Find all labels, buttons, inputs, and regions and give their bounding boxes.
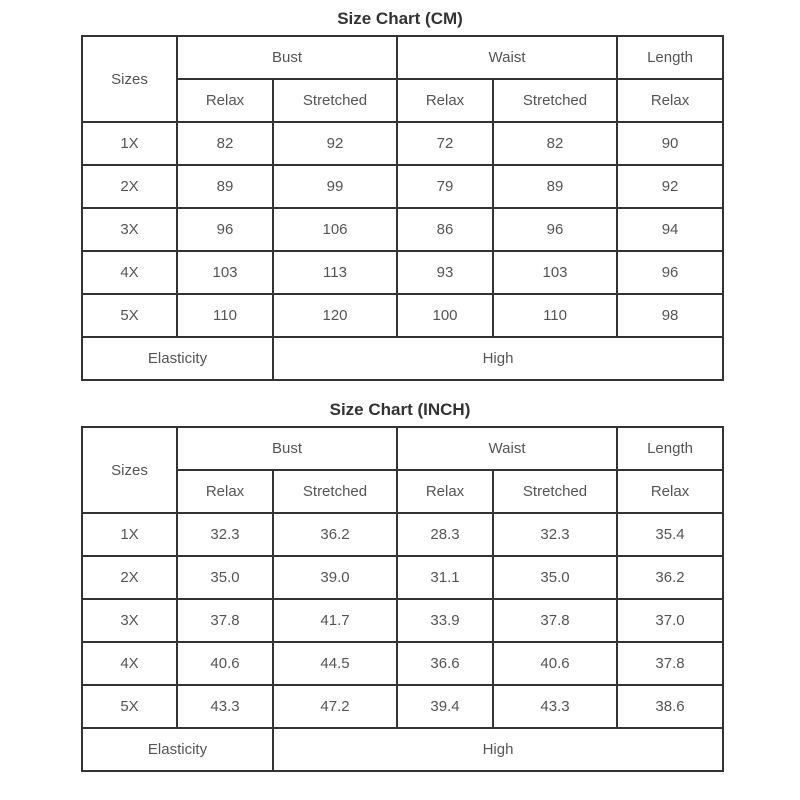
table-cell: 35.4 bbox=[617, 513, 723, 556]
table-cell: 37.8 bbox=[617, 642, 723, 685]
waist-header: Waist bbox=[397, 36, 617, 79]
table-row bbox=[82, 165, 723, 208]
table-cell: 39.0 bbox=[273, 556, 397, 599]
table-cell: 44.5 bbox=[273, 642, 397, 685]
table-row bbox=[82, 122, 723, 165]
bust-header: Bust bbox=[177, 36, 397, 79]
table-cell: 41.7 bbox=[273, 599, 397, 642]
length-relax-header: Relax bbox=[617, 470, 723, 513]
size-cell: 3X bbox=[82, 599, 177, 642]
waist-header: Waist bbox=[397, 427, 617, 470]
table-cell: 120 bbox=[273, 294, 397, 337]
size-cell: 4X bbox=[82, 251, 177, 294]
table-cell: 86 bbox=[397, 208, 493, 251]
table-row bbox=[82, 294, 723, 337]
table-row bbox=[82, 208, 723, 251]
table-subheader-row bbox=[82, 470, 723, 513]
size-chart-title-inch: Size Chart (INCH) bbox=[329, 400, 471, 419]
table-cell: 32.3 bbox=[493, 513, 617, 556]
table-cell: 35.0 bbox=[493, 556, 617, 599]
table-cell: 96 bbox=[177, 208, 273, 251]
size-chart-title-cm: Size Chart (CM) bbox=[337, 9, 463, 28]
table-cell: 100 bbox=[397, 294, 493, 337]
length-relax-header: Relax bbox=[617, 79, 723, 122]
sizes-header: Sizes bbox=[82, 36, 177, 122]
table-cell: 94 bbox=[617, 208, 723, 251]
table-cell: 89 bbox=[493, 165, 617, 208]
table-cell: 37.8 bbox=[493, 599, 617, 642]
size-cell: 5X bbox=[82, 294, 177, 337]
elasticity-row bbox=[82, 337, 723, 380]
table-cell: 103 bbox=[493, 251, 617, 294]
waist-relax-header: Relax bbox=[397, 470, 493, 513]
table-cell: 40.6 bbox=[493, 642, 617, 685]
table-row bbox=[82, 251, 723, 294]
table-cell: 43.3 bbox=[177, 685, 273, 728]
table-row bbox=[82, 513, 723, 556]
table-cell: 96 bbox=[617, 251, 723, 294]
table-cell: 43.3 bbox=[493, 685, 617, 728]
table-cell: 36.6 bbox=[397, 642, 493, 685]
size-chart-table-cm bbox=[81, 35, 724, 381]
length-header: Length bbox=[617, 427, 723, 470]
size-cell: 4X bbox=[82, 642, 177, 685]
waist-stretched-header: Stretched bbox=[493, 79, 617, 122]
table-cell: 39.4 bbox=[397, 685, 493, 728]
table-cell: 72 bbox=[397, 122, 493, 165]
table-cell: 110 bbox=[493, 294, 617, 337]
table-cell: 98 bbox=[617, 294, 723, 337]
bust-header: Bust bbox=[177, 427, 397, 470]
table-cell: 31.1 bbox=[397, 556, 493, 599]
size-chart-table-inch bbox=[81, 426, 724, 772]
sizes-header: Sizes bbox=[82, 427, 177, 513]
table-cell: 89 bbox=[177, 165, 273, 208]
waist-relax-header: Relax bbox=[397, 79, 493, 122]
size-cell: 2X bbox=[82, 165, 177, 208]
elasticity-label: Elasticity bbox=[82, 337, 273, 380]
table-cell: 113 bbox=[273, 251, 397, 294]
size-cell: 2X bbox=[82, 556, 177, 599]
table-row bbox=[82, 642, 723, 685]
elasticity-row bbox=[82, 728, 723, 771]
elasticity-value: High bbox=[273, 728, 723, 771]
table-header-row bbox=[82, 36, 723, 79]
table-cell: 103 bbox=[177, 251, 273, 294]
size-cell: 1X bbox=[82, 513, 177, 556]
table-cell: 90 bbox=[617, 122, 723, 165]
elasticity-label: Elasticity bbox=[82, 728, 273, 771]
table-cell: 92 bbox=[617, 165, 723, 208]
length-header: Length bbox=[617, 36, 723, 79]
table-cell: 37.8 bbox=[177, 599, 273, 642]
table-subheader-row bbox=[82, 79, 723, 122]
table-cell: 82 bbox=[493, 122, 617, 165]
bust-stretched-header: Stretched bbox=[273, 79, 397, 122]
table-cell: 110 bbox=[177, 294, 273, 337]
bust-stretched-header: Stretched bbox=[273, 470, 397, 513]
waist-stretched-header: Stretched bbox=[493, 470, 617, 513]
size-cell: 5X bbox=[82, 685, 177, 728]
bust-relax-header: Relax bbox=[177, 470, 273, 513]
table-cell: 82 bbox=[177, 122, 273, 165]
table-cell: 93 bbox=[397, 251, 493, 294]
table-cell: 99 bbox=[273, 165, 397, 208]
table-cell: 35.0 bbox=[177, 556, 273, 599]
table-cell: 36.2 bbox=[617, 556, 723, 599]
table-cell: 79 bbox=[397, 165, 493, 208]
table-cell: 40.6 bbox=[177, 642, 273, 685]
table-cell: 96 bbox=[493, 208, 617, 251]
table-cell: 36.2 bbox=[273, 513, 397, 556]
table-cell: 32.3 bbox=[177, 513, 273, 556]
table-cell: 47.2 bbox=[273, 685, 397, 728]
table-cell: 38.6 bbox=[617, 685, 723, 728]
table-cell: 106 bbox=[273, 208, 397, 251]
table-row bbox=[82, 685, 723, 728]
size-cell: 1X bbox=[82, 122, 177, 165]
table-cell: 28.3 bbox=[397, 513, 493, 556]
elasticity-value: High bbox=[273, 337, 723, 380]
table-row bbox=[82, 599, 723, 642]
table-cell: 92 bbox=[273, 122, 397, 165]
table-cell: 37.0 bbox=[617, 599, 723, 642]
table-row bbox=[82, 556, 723, 599]
table-cell: 33.9 bbox=[397, 599, 493, 642]
table-header-row bbox=[82, 427, 723, 470]
size-cell: 3X bbox=[82, 208, 177, 251]
bust-relax-header: Relax bbox=[177, 79, 273, 122]
